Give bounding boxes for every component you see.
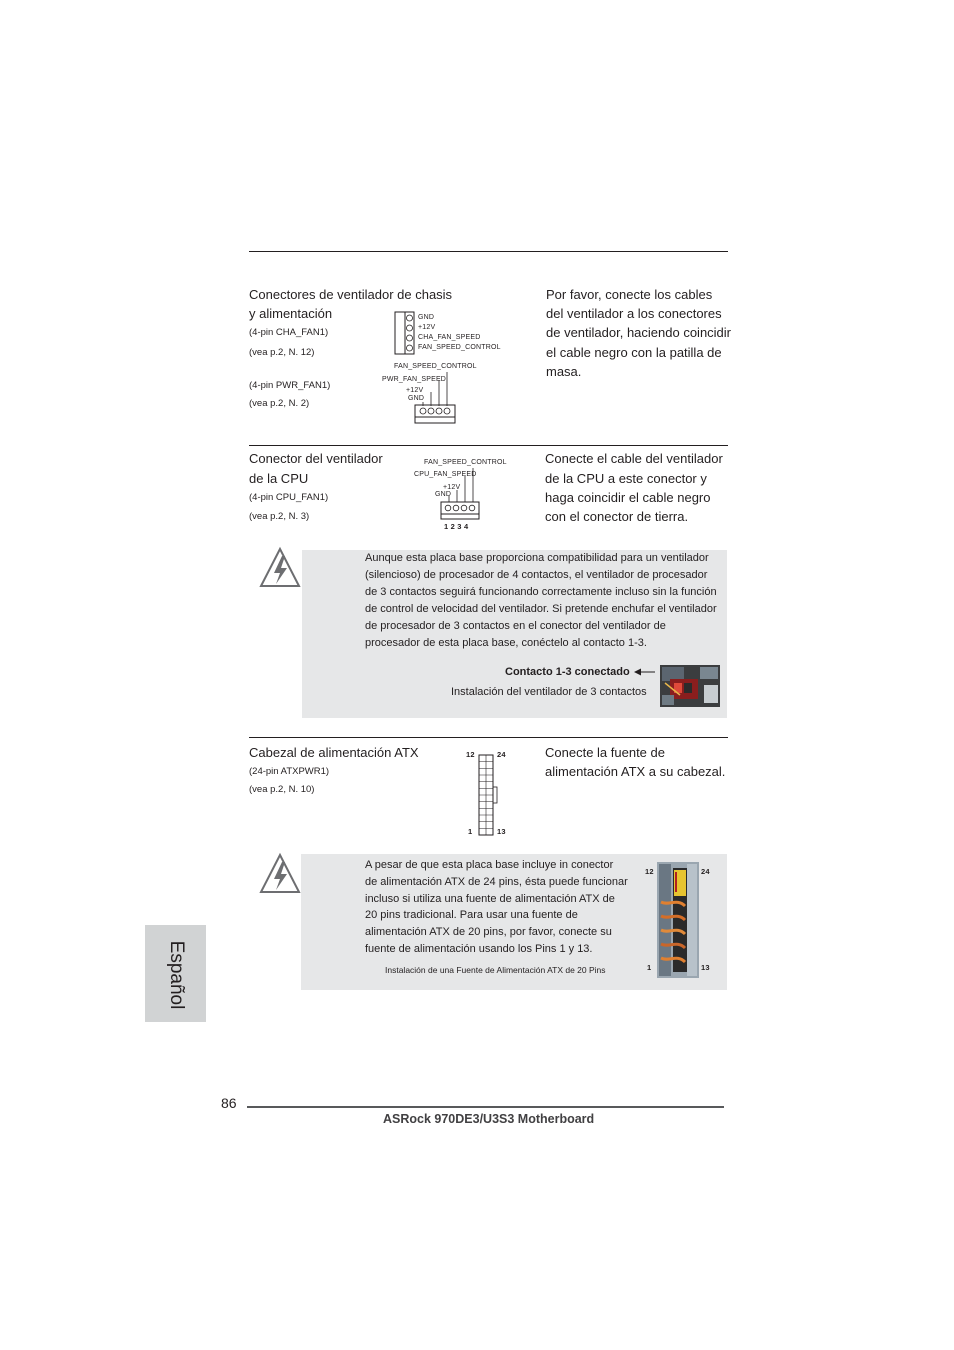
cha-label-speed: CHA_FAN_SPEED [418, 334, 481, 341]
atx20-caption: Instalación de una Fuente de Alimentación ATX de 20 Pins [385, 965, 606, 975]
language-label: Español [166, 940, 187, 1010]
cpu-label-speed: CPU_FAN_SPEED [414, 471, 477, 478]
atx20-num-12: 12 [645, 867, 654, 876]
note1-line4: de control de velocidad del ventilador. Si pretende enchufar el ventilador [365, 603, 717, 615]
atx20-num-24: 24 [701, 867, 710, 876]
page-number: 86 [221, 1095, 237, 1111]
section-rule-atx [249, 737, 728, 738]
cpu-desc-line3: haga coincidir el cable negro [545, 490, 711, 505]
atx-pin-label: (24-pin ATXPWR1) [249, 766, 330, 777]
note2-line2: de alimentación ATX de 24 pins, ésta puede funcionar [365, 876, 628, 888]
atx20-num-13: 13 [701, 963, 710, 972]
cpu-title-line1: Conector del ventilador [249, 451, 383, 466]
cha-fan-connector-diagram [392, 310, 418, 356]
chassis-desc-line4: el cable negro con la patilla de [546, 345, 722, 360]
note2-line3: incluso si utiliza una fuente de alimentación ATX de [365, 893, 615, 905]
note2-line6: fuente de alimentación usando los Pins 1 y 13. [365, 943, 593, 955]
fan-install-photo [660, 665, 720, 707]
note2-line4: 20 pins tradicional. Para usar una fuente de [365, 909, 578, 921]
pwr-label-gnd: GND [408, 395, 425, 402]
pwr-pin-label: (4-pin PWR_FAN1) [249, 380, 331, 391]
chassis-desc-line3: de ventilador, haciendo coincidir [546, 325, 732, 340]
pwr-fan-connector-diagram [412, 370, 460, 426]
chassis-desc-line1: Por favor, conecte los cables [546, 287, 713, 302]
chassis-ref: (vea p.2, N. 12) [249, 347, 315, 358]
pwr-ref: (vea p.2, N. 2) [249, 398, 310, 409]
cpu-fan-connector-diagram [438, 466, 484, 522]
section-rule-cpu [249, 445, 728, 446]
atx-num-1: 1 [468, 827, 473, 836]
cpu-desc-line4: con el conector de tierra. [545, 509, 689, 524]
footer-rule [247, 1106, 724, 1108]
warning-icon [258, 852, 302, 896]
atx-ref: (vea p.2, N. 10) [249, 784, 315, 795]
atx20-install-photo [657, 862, 699, 978]
pwr-label-control: FAN_SPEED_CONTROL [394, 363, 477, 370]
pwr-label-speed: PWR_FAN_SPEED [382, 376, 447, 383]
note2-line5: alimentación ATX de 20 pins, por favor, conecte su [365, 926, 612, 938]
chassis-title-line2: y alimentación [249, 306, 333, 321]
chassis-desc-line2: del ventilador a los conectores [546, 306, 722, 321]
note1-line3: de 3 contactos seguirá funcionando correctamente incluso sin la función [365, 586, 717, 598]
cpu-pin-label: (4-pin CPU_FAN1) [249, 492, 329, 503]
cpu-ref: (vea p.2, N. 3) [249, 511, 310, 522]
note1-line6: procesador de esta placa base, conéctelo al contacto 1-3. [365, 637, 647, 649]
top-rule [249, 251, 728, 252]
atx-num-12: 12 [466, 750, 475, 759]
product-name: ASRock 970DE3/U3S3 Motherboard [383, 1112, 595, 1126]
chassis-desc-line5: masa. [546, 364, 582, 379]
cha-label-gnd: GND [418, 314, 435, 321]
cpu-desc-line2: de la CPU a este conector y [545, 471, 707, 486]
atx-num-24: 24 [497, 750, 506, 759]
note1-line5: de procesador de 3 contactos en el conector del ventilador de [365, 620, 666, 632]
cpu-pin-numbers: 1 2 3 4 [444, 522, 469, 531]
atx-connector-diagram [477, 753, 501, 837]
cpu-label-gnd: GND [435, 491, 452, 498]
cpu-title-line2: de la CPU [249, 471, 309, 486]
atx-desc-line2: alimentación ATX a su cabezal. [545, 764, 726, 779]
contact-label: Contacto 1-3 conectado [505, 666, 630, 678]
install-label: Instalación del ventilador de 3 contactos [451, 686, 647, 698]
note2-line1: A pesar de que esta placa base incluye in conector [365, 859, 614, 871]
atx-desc-line1: Conecte la fuente de [545, 745, 665, 760]
note1-line1: Aunque esta placa base proporciona compatibilidad para un ventilador [365, 552, 709, 564]
chassis-title-line1: Conectores de ventilador de chasis [249, 287, 453, 302]
note1-line2: (silencioso) de procesador de 4 contactos, el ventilador de procesador [365, 569, 708, 581]
cpu-label-12v: +12V [443, 484, 461, 491]
cpu-desc-line1: Conecte el cable del ventilador [545, 451, 723, 466]
chassis-pin-label: (4-pin CHA_FAN1) [249, 327, 329, 338]
cha-label-12v: +12V [418, 324, 436, 331]
arrow-left-icon [634, 667, 656, 677]
warning-icon [258, 546, 302, 590]
pwr-label-12v: +12V [406, 387, 424, 394]
atx20-num-1: 1 [647, 963, 652, 972]
atx-num-13: 13 [497, 827, 506, 836]
cpu-label-control: FAN_SPEED_CONTROL [424, 459, 507, 466]
cha-label-control: FAN_SPEED_CONTROL [418, 344, 501, 351]
atx-title: Cabezal de alimentación ATX [249, 745, 419, 760]
